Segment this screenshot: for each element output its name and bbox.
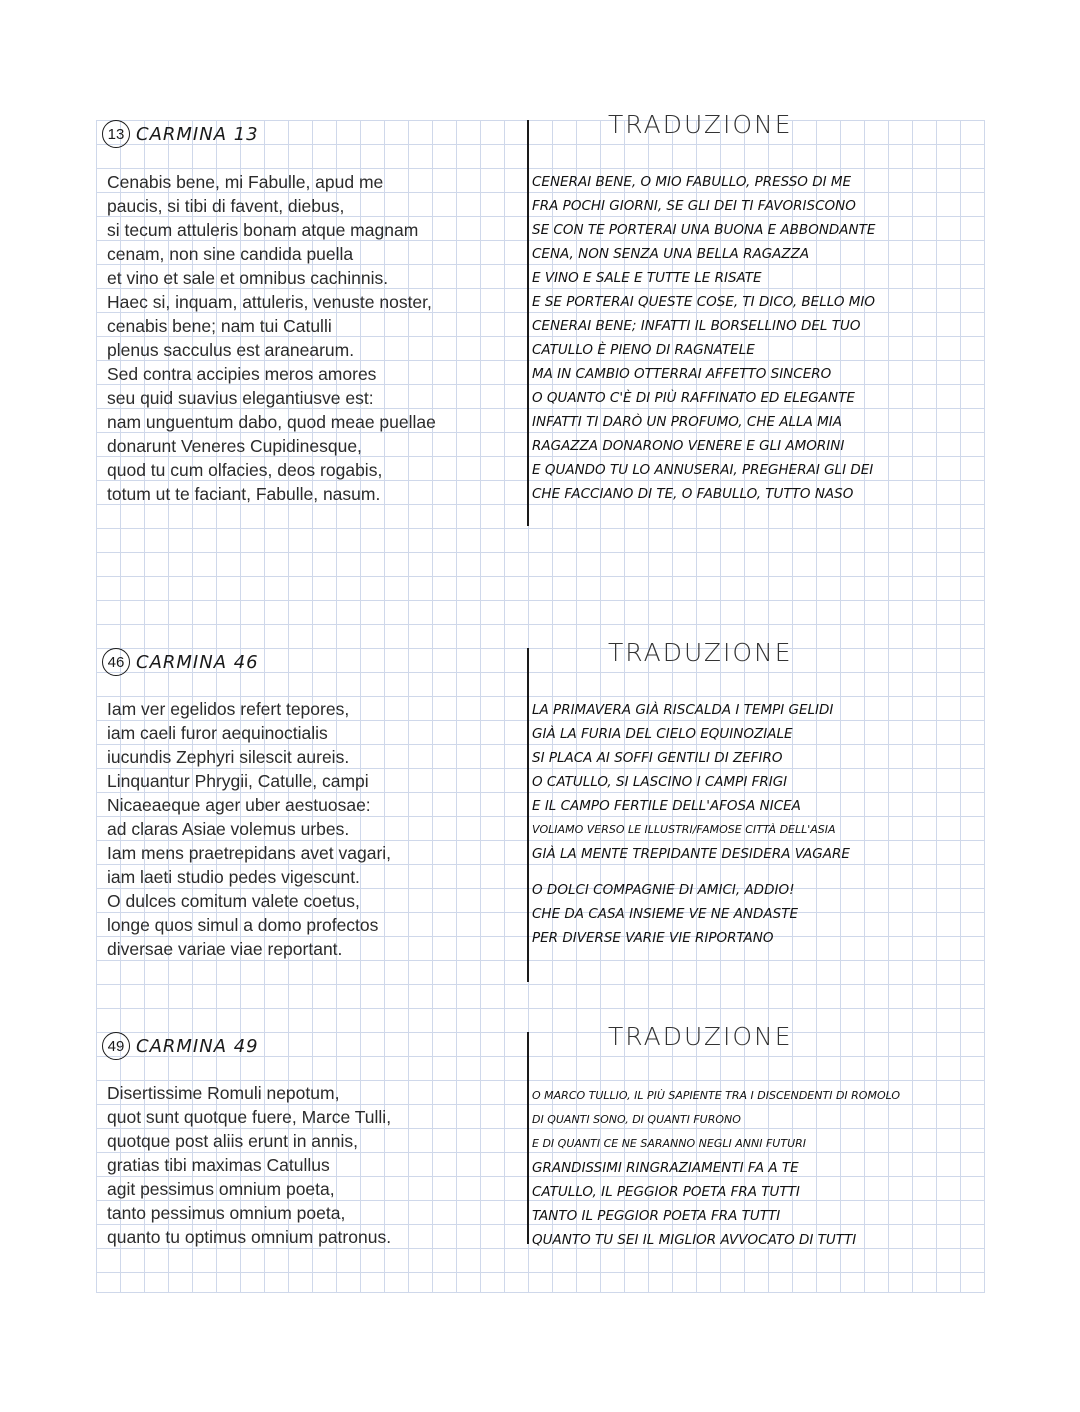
translation-line: GIÀ LA FURIA DEL CIELO EQUINOZIALE: [532, 726, 793, 742]
poem-title: CARMINA 46: [136, 651, 259, 673]
translation-line: DI QUANTI SONO, DI QUANTI FURONO: [532, 1113, 741, 1126]
latin-line: Cenabis bene, mi Fabulle, apud me: [107, 172, 384, 192]
translation-line: MA IN CAMBIO OTTERRAI AFFETTO SINCERO: [532, 366, 832, 382]
column-divider: [527, 1032, 529, 1244]
italian-translation: [532, 698, 850, 950]
latin-line: cenabis bene; nam tui Catulli: [107, 316, 332, 336]
poem-heading: [102, 120, 259, 148]
translation-line: CHE DA CASA INSIEME VE NE ANDASTE: [532, 906, 798, 922]
latin-line: iam caeli furor aequinoctialis: [107, 723, 328, 743]
translation-line: TANTO IL PEGGIOR POETA FRA TUTTI: [532, 1208, 781, 1224]
latin-line: Sed contra accipies meros amores: [107, 364, 377, 384]
translation-line: INFATTI TI DARÒ UN PROFUMO, CHE ALLA MIA: [532, 414, 842, 430]
poem-title: CARMINA 13: [136, 123, 259, 145]
latin-line: quotque post aliis erunt in annis,: [107, 1131, 358, 1151]
latin-text: [107, 697, 391, 961]
translation-line: SE CON TE PORTERAI UNA BUONA E ABBONDANTE: [532, 222, 876, 238]
latin-line: iam laeti studio pedes vigescunt.: [107, 867, 360, 887]
latin-line: paucis, si tibi di favent, diebus,: [107, 196, 345, 216]
latin-line: Linquantur Phrygii, Catulle, campi: [107, 771, 369, 791]
column-divider: [527, 120, 529, 526]
latin-line: totum ut te faciant, Fabulle, nasum.: [107, 484, 381, 504]
poem-title: CARMINA 49: [136, 1035, 259, 1057]
translation-line: CHE FACCIANO DI TE, O FABULLO, TUTTO NASO: [532, 486, 854, 502]
latin-line: longe quos simul a domo profectos: [107, 915, 379, 935]
latin-line: quanto tu optimus omnium patronus.: [107, 1227, 392, 1247]
latin-line: Haec si, inquam, attuleris, venuste noster,: [107, 292, 432, 312]
latin-line: ad claras Asiae volemus urbes.: [107, 819, 350, 839]
translation-line: O DOLCI COMPAGNIE DI AMICI, ADDIO!: [532, 882, 795, 898]
poem-heading: [102, 648, 259, 676]
translation-line: CENERAI BENE; INFATTI IL BORSELLINO DEL TUO: [532, 318, 861, 334]
poem-section-46: [96, 638, 984, 988]
translation-line: RAGAZZA DONARONO VENERE E GLI AMORINI: [532, 438, 845, 454]
latin-line: tanto pessimus omnium poeta,: [107, 1203, 346, 1223]
translation-line: E QUANDO TU LO ANNUSERAI, PREGHERAI GLI DEI: [532, 462, 874, 478]
translation-line: CATULLO, IL PEGGIOR POETA FRA TUTTI: [532, 1184, 800, 1200]
italian-translation: [532, 1084, 900, 1252]
latin-line: O dulces comitum valete coetus,: [107, 891, 360, 911]
translation-line: FRA POCHI GIORNI, SE GLI DEI TI FAVORISCONO: [532, 198, 856, 214]
poem-number-badge: 49: [102, 1032, 130, 1060]
latin-line: seu quid suavius elegantiusve est:: [107, 388, 374, 408]
translation-line: E DI QUANTI CE NE SARANNO NEGLI ANNI FUTURI: [532, 1137, 807, 1150]
latin-text: [107, 1081, 391, 1249]
latin-text: [107, 170, 436, 506]
translation-line: E SE PORTERAI QUESTE COSE, TI DICO, BELLO MIO: [532, 294, 876, 310]
translation-line: O QUANTO C'È DI PIÙ RAFFINATO ED ELEGANTE: [532, 390, 855, 406]
translation-title: TRADUZIONE: [608, 638, 793, 667]
translation-line: O CATULLO, SI LASCINO I CAMPI FRIGI: [532, 774, 788, 790]
poem-section-13: [96, 110, 984, 540]
translation-line: GRANDISSIMI RINGRAZIAMENTI FA A TE: [532, 1160, 799, 1176]
latin-line: et vino et sale et omnibus cachinnis.: [107, 268, 389, 288]
translation-line: LA PRIMAVERA GIÀ RISCALDA I TEMPI GELIDI: [532, 702, 834, 718]
latin-line: quod tu cum olfacies, deos rogabis,: [107, 460, 383, 480]
latin-line: donarunt Veneres Cupidinesque,: [107, 436, 362, 456]
translation-line: PER DIVERSE VARIE VIE RIPORTANO: [532, 930, 774, 946]
latin-line: Nicaeaeque ager uber aestuosae:: [107, 795, 371, 815]
translation-line: E VINO E SALE E TUTTE LE RISATE: [532, 270, 762, 286]
translation-line: O MARCO TULLIO, IL PIÙ SAPIENTE TRA I DISCENDENTI DI ROMOLO: [532, 1089, 901, 1102]
translation-line: SI PLACA AI SOFFI GENTILI DI ZEFIRO: [532, 750, 783, 766]
stanza-gap: [532, 866, 850, 878]
latin-line: cenam, non sine candida puella: [107, 244, 354, 264]
latin-line: si tecum attuleris bonam atque magnam: [107, 220, 419, 240]
latin-line: iucundis Zephyri silescit aureis.: [107, 747, 350, 767]
poem-heading: [102, 1032, 259, 1060]
latin-line: Iam mens praetrepidans avet vagari,: [107, 843, 392, 863]
latin-line: plenus sacculus est aranearum.: [107, 340, 355, 360]
poem-number-badge: 13: [102, 120, 130, 148]
translation-title: TRADUZIONE: [608, 1022, 793, 1051]
latin-line: agit pessimus omnium poeta,: [107, 1179, 335, 1199]
translation-line: CATULLO È PIENO DI RAGNATELE: [532, 342, 755, 358]
latin-line: nam unguentum dabo, quod meae puellae: [107, 412, 436, 432]
poem-number-badge: 46: [102, 648, 130, 676]
latin-line: diversae variae viae reportant.: [107, 939, 343, 959]
column-divider: [527, 648, 529, 982]
translation-line: E IL CAMPO FERTILE DELL'AFOSA NICEA: [532, 798, 801, 814]
poem-section-49: [96, 1022, 984, 1252]
translation-line: GIÀ LA MENTE TREPIDANTE DESIDERA VAGARE: [532, 846, 850, 862]
latin-line: Iam ver egelidos refert tepores,: [107, 699, 350, 719]
translation-line: QUANTO TU SEI IL MIGLIOR AVVOCATO DI TUTTI: [532, 1232, 857, 1248]
translation-line: VOLIAMO VERSO LE ILLUSTRI/FAMOSE CITTÀ DELL'ASIA: [532, 823, 836, 836]
italian-translation: [532, 170, 875, 506]
latin-line: Disertissime Romuli nepotum,: [107, 1083, 340, 1103]
translation-line: CENERAI BENE, O MIO FABULLO, PRESSO DI ME: [532, 174, 852, 190]
translation-line: CENA, NON SENZA UNA BELLA RAGAZZA: [532, 246, 810, 262]
latin-line: gratias tibi maximas Catullus: [107, 1155, 330, 1175]
translation-title: TRADUZIONE: [608, 110, 793, 139]
latin-line: quot sunt quotque fuere, Marce Tulli,: [107, 1107, 392, 1127]
